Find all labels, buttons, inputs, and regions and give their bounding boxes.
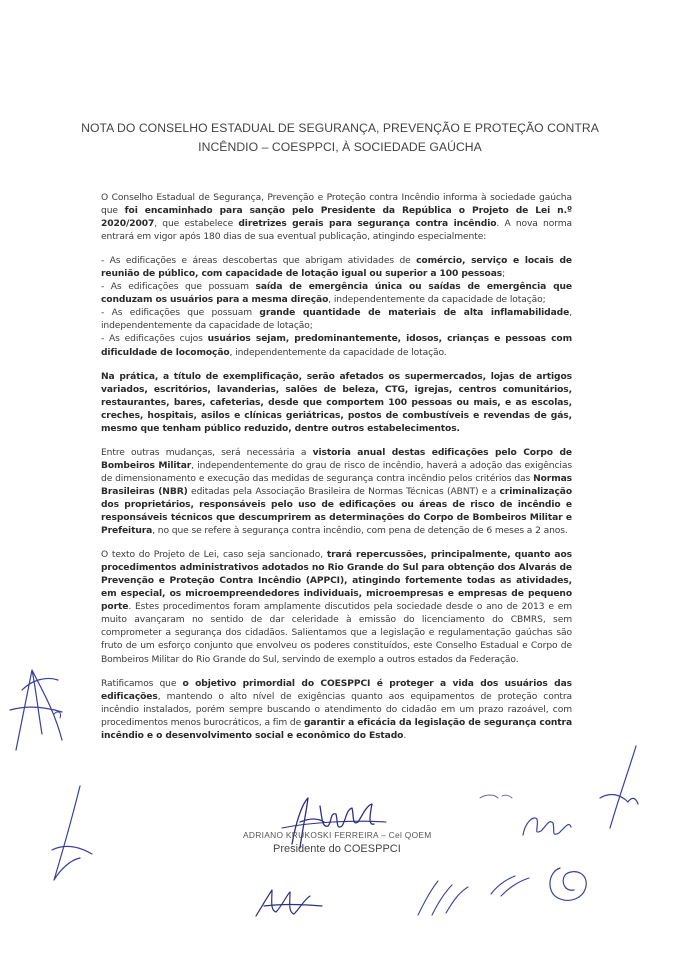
list-item: - As edificações e áreas descobertas que abrigam atividades de comércio, serviço e locais de reunião de público, com capacidade de lotação igual ou superior a 100 pessoas; [101,256,572,280]
practice-paragraph: Na prática, a título de exemplificação, serão afetados os supermercados, lojas de artigos variados, escritórios, lavanderias, salões de beleza, CTG, igrejas, centros comunitários, restaurantes, bares, cafeterias, desde que comportem 100 pessoas ou mais, e as escolas, creches, hospitais, asilos e clínicas geriátricas, postos de combustíveis e revendas de gás, mesmo que tenham público reduzido, dentre outros estabelecimentos. [101,371,572,434]
margin-rubric-left-bottom [30,780,110,890]
margin-rubric-right-top [586,742,646,832]
signature-block [231,830,461,855]
document-body [101,192,572,743]
changes-paragraph: Entre outras mudanças, será necessária a vistoria anual destas edificações pelo Corpo de Bombeiros Militar, independentemente do grau de risco de incêndio, haverá a adoção das exigências de dimensionamento e execução das medidas de segurança contra incêndio pelos critérios das Normas Brasileiras (NBR) editadas pela Associação Brasileira de Normas Técnicas (ABNT) e a criminalização dos proprietários, responsáveis pelo uso de edificações ou áreas de risco de incêndio e responsáveis técnicos que descumprirem as determinações do Corpo de Bombeiros Militar e Prefeitura, no que se refere à segurança contra incêndio, com pena de detenção de 6 meses a 2 anos. [101,447,572,537]
margin-rubric-right-bottom [540,862,600,907]
list-item: - As edificações que possuam grande quantidade de materiais de alta inflamabilidade, independentemente da capacidade de lotação; [101,308,572,332]
title-line-1: NOTA DO CONSELHO ESTADUAL DE SEGURANÇA, PREVENÇÃO E PROTEÇÃO CONTRA [81,121,599,135]
margin-rubric-right-mid [515,805,575,845]
bottom-rubric-left [250,882,330,922]
title-line-2: INCÊNDIO – COESPPCI, À SOCIEDADE GAÚCHA [198,140,482,154]
list-item: - As edificações cujos usuários sejam, predominantemente, idosos, crianças e pessoas com dificuldade de locomoção, independentemente da capacidade de lotação. [101,334,572,358]
closing-paragraph: Ratificamos que o objetivo primordial do COESPPCI é proteger a vida dos usuários das edificações, mantendo o alto nível de exigências quanto aos equipamentos de proteção contra incêndio instalados, porém sempre buscando o atendimento do cidadão em um prazo razoável, com procedimentos menos burocráticos, a fim de garantir a eficácia da legislação de segurança contra incêndio e o desenvolvimento social e econômico do Estado. [101,678,572,741]
list-item: - As edificações que possuam saída de emergência única ou saídas de emergência que conduzam os usuários para a mesma direção, independentemente da capacidade de lotação; [101,282,572,306]
margin-rubric-left-top [2,650,72,760]
bottom-rubric-middle [410,875,480,920]
signatory-role: Presidente do COESPPCI [273,843,401,855]
intro-paragraph: O Conselho Estadual de Segurança, Prevenção e Proteção contra Incêndio informa à sociedade gaúcha que foi encaminhado para sanção pelo Presidente da República o Projeto de Lei n.º 2020/2007, que estabelece diretrizes gerais para segurança contra incêndio. A nova norma entrará em vigor após 180 dias de sua eventual publicação, atingindo especialmente: [101,193,572,243]
bottom-rubric-right [485,870,535,900]
project-paragraph: O texto do Projeto de Lei, caso seja sancionado, trará repercussões, principalmente, quanto aos procedimentos administrativos adotados no Rio Grande do Sul para obtenção dos Alvarás de Prevenção e Proteção Contra Incêndio (APPCI), atingindo fortemente todas as atividades, em especial, os microempreendedores individuais, microempresas e empresas de pequeno porte. Estes procedimentos foram amplamente discutidos pela sociedade desde o ano de 2013 e em muito avançaram no sentido de dar celeridade à emissão do licenciamento do CBMRS, sem comprometer a segurança dos cidadãos. Salientamos que a legislação e regulamentação gaúchas são fruto de um esforço conjunto que envolveu os poderes constituídos, este Conselho Estadual e Corpo de Bombeiros Militar do Rio Grande do Sul, servindo de exemplo a outros estados da Federação. [101,550,572,665]
document-title [80,119,600,157]
signatory-name: ADRIANO KRUKOSKI FERREIRA – Cel QOEM [243,830,432,840]
small-rubric-mark [476,790,516,804]
